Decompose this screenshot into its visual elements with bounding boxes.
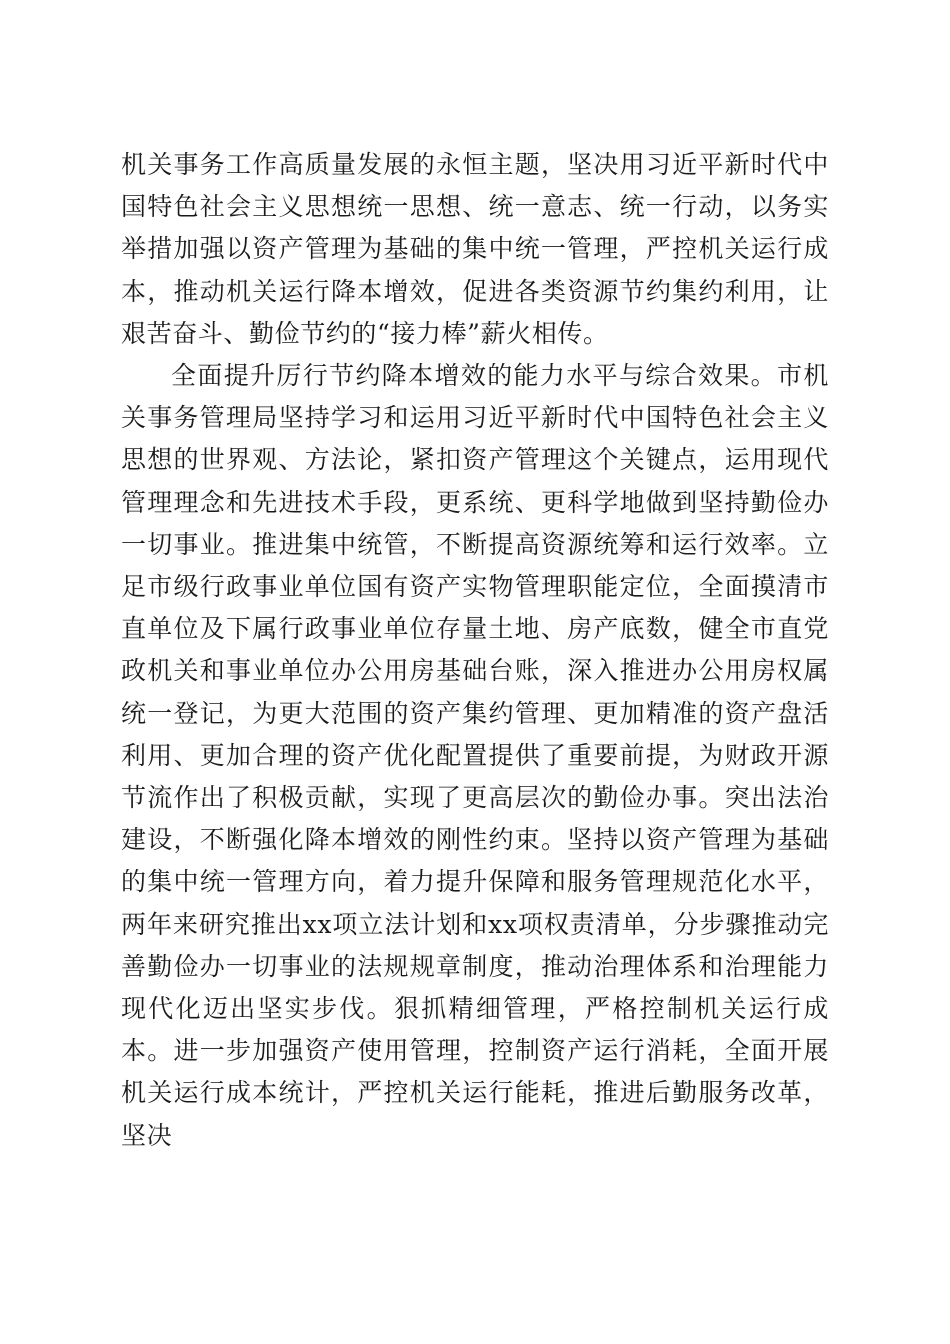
paragraph-continuation: 机关事务工作高质量发展的永恒主题，坚决用习近平新时代中国特色社会主义思想统一思想、统一意志、统一行动，以务实举措加强以资产管理为基础的集中统一管理，严控机关运行成本，推动机关运行降本增效，促进各类资源节约集约利用，让艰苦奋斗、勤俭节约的“接力棒”薪火相传。 <box>121 150 829 348</box>
body-text <box>121 144 829 1157</box>
paragraph-main: 全面提升厉行节约降本增效的能力水平与综合效果。市机关事务管理局坚持学习和运用习近平新时代中国特色社会主义思想的世界观、方法论，紧扣资产管理这个关键点，运用现代管理理念和先进技术手段，更系统、更科学地做到坚持勤俭办一切事业。推进集中统管，不断提高资源统筹和运行效率。立足市级行政事业单位国有资产实物管理职能定位，全面摸清市直单位及下属行政事业单位存量土地、房产底数，健全市直党政机关和事业单位办公用房基础台账，深入推进办公用房权属统一登记，为更大范围的资产集约管理、更加精准的资产盘活利用、更加合理的资产优化配置提供了重要前提，为财政开源节流作出了积极贡献，实现了更高层次的勤俭办事。突出法治建设，不断强化降本增效的刚性约束。坚持以资产管理为基础的集中统一管理方向，着力提升保障和服务管理规范化水平，两年来研究推出xx项立法计划和xx项权责清单，分步骤推动完善勤俭办一切事业的法规规章制度，推动治理体系和治理能力现代化迈出坚实步伐。狠抓精细管理，严格控制机关运行成本。进一步加强资产使用管理，控制资产运行消耗，全面开展机关运行成本统计，严控机关运行能耗，推进后勤服务改革，坚决 <box>121 361 829 1150</box>
